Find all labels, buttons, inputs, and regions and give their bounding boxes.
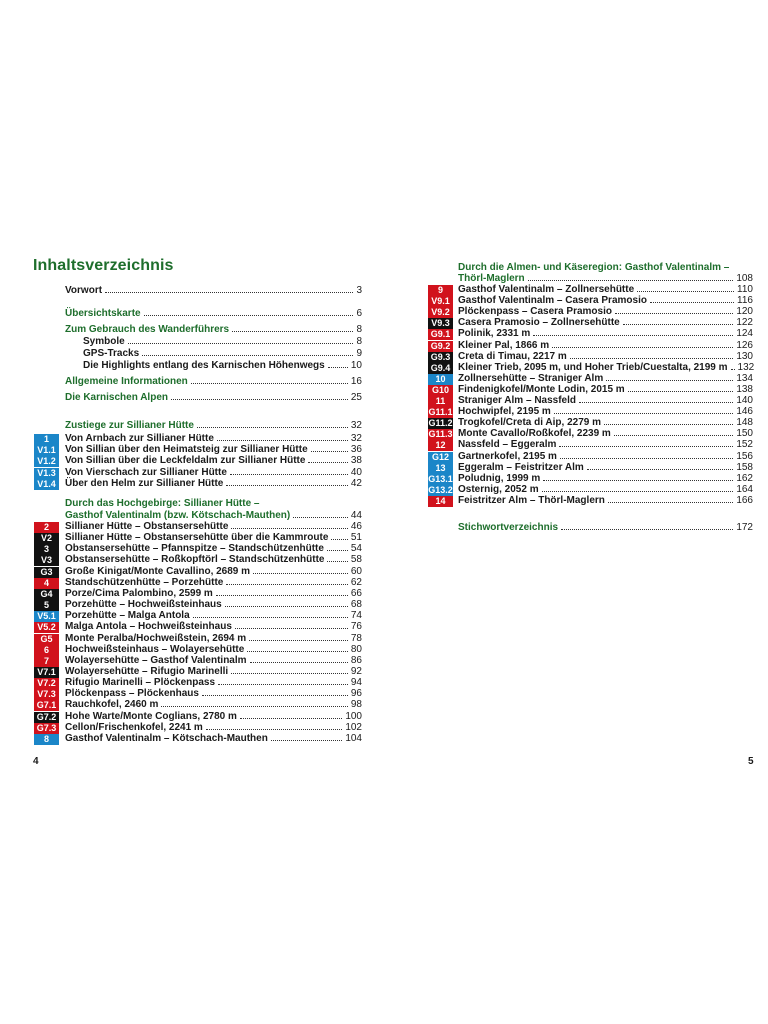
entry-page-number: 32 xyxy=(350,420,362,431)
route-badge: V1.4 xyxy=(34,479,59,490)
toc-entry xyxy=(65,308,362,320)
section-heading: Durch die Almen- und Käseregion: Gasthof Valentinalm – xyxy=(458,262,730,273)
entry-page-number: 126 xyxy=(736,339,753,351)
entry-page-number: 78 xyxy=(350,632,362,644)
entry-page-number: 76 xyxy=(350,621,362,633)
entry-page-number: 8 xyxy=(356,336,362,347)
toc-entry xyxy=(83,360,362,372)
entry-page-number: 54 xyxy=(350,543,362,555)
entry-page-number: 122 xyxy=(736,317,753,329)
route-badge: 7 xyxy=(34,656,59,667)
entry-page-number: 152 xyxy=(736,439,753,451)
dot-leader xyxy=(231,528,347,529)
route-badge: V1.3 xyxy=(34,468,59,479)
dot-leader xyxy=(731,369,735,370)
entry-page-number: 100 xyxy=(345,710,362,722)
entry-title: Die Karnischen Alpen xyxy=(65,392,168,403)
toc-entry xyxy=(65,733,362,745)
dot-leader xyxy=(171,399,348,400)
entry-title: Hochweißsteinhaus – Wolayersehütte xyxy=(65,643,245,655)
route-badge: 6 xyxy=(34,645,59,656)
route-badge: G9.1 xyxy=(428,329,453,340)
route-badge: 10 xyxy=(428,374,453,385)
toc-entry xyxy=(65,420,362,432)
dot-leader xyxy=(197,427,348,428)
entry-title: Feistritzer Alm – Thörl-Maglern xyxy=(458,494,605,506)
entry-title: Plöckenpass – Casera Pramosio xyxy=(458,306,612,318)
entry-page-number: 156 xyxy=(736,450,753,462)
entry-title: Hochwipfel, 2195 m xyxy=(458,406,551,418)
route-badge: G5 xyxy=(34,634,59,645)
toc-entry xyxy=(65,376,362,388)
dot-leader xyxy=(232,331,353,332)
entry-title: Kleiner Trieb, 2095 m, und Hoher Trieb/Cuestalta, 2199 m xyxy=(458,361,728,373)
dot-leader xyxy=(202,695,348,696)
dot-leader xyxy=(579,402,733,403)
route-badge: G11.3 xyxy=(428,429,453,440)
dot-leader xyxy=(218,684,348,685)
toc-entry xyxy=(65,444,362,456)
entry-title: Monte Peralba/Hochweißstein, 2694 m xyxy=(65,632,247,644)
route-badge: G3 xyxy=(34,567,59,578)
entry-page-number: 10 xyxy=(350,360,362,371)
entry-title: Wolayersehütte – Gasthof Valentinalm xyxy=(65,654,247,666)
entry-title: Symbole xyxy=(83,336,125,347)
entry-title: Stichwortverzeichnis xyxy=(458,522,559,533)
entry-title: Von Vierschach zur Sillianer Hütte xyxy=(65,466,227,478)
dot-leader xyxy=(231,673,348,674)
entry-page-number: 16 xyxy=(350,376,362,387)
entry-title: Eggeralm – Feistritzer Alm xyxy=(458,461,584,473)
entry-title: Große Kinigat/Monte Cavallino, 2689 m xyxy=(65,565,251,577)
dot-leader xyxy=(226,584,348,585)
entry-page-number: 74 xyxy=(350,610,362,622)
dot-leader xyxy=(331,539,347,540)
entry-title: Von Sillian über die Leckfeldalm zur Sillianer Hütte xyxy=(65,455,306,467)
dot-leader xyxy=(542,491,734,492)
entry-title: Poludnig, 1999 m xyxy=(458,472,541,484)
entry-page-number: 6 xyxy=(356,308,362,319)
dot-leader xyxy=(615,313,733,314)
entry-title: Sillianer Hütte – Obstansersehütte über die Kammroute xyxy=(65,532,329,544)
entry-page-number: 68 xyxy=(350,599,362,611)
entry-title: Sillianer Hütte – Obstansersehütte xyxy=(65,521,229,532)
toc-entry xyxy=(65,478,362,490)
dot-leader xyxy=(604,424,733,425)
entry-page-number: 51 xyxy=(350,532,362,544)
route-badge: G9.4 xyxy=(428,363,453,374)
entry-page-number: 36 xyxy=(350,444,362,456)
entry-page-number: 58 xyxy=(350,554,362,566)
entry-title: Standschützenhütte – Porzehütte xyxy=(65,576,224,588)
dot-leader xyxy=(614,435,733,436)
dot-leader xyxy=(142,355,353,356)
dot-leader xyxy=(606,380,733,381)
route-badge: V1.1 xyxy=(34,445,59,456)
entry-title: Vorwort xyxy=(65,285,103,296)
dot-leader xyxy=(225,606,348,607)
route-badge: 9 xyxy=(428,285,453,296)
entry-title: Gartnerkofel, 2195 m xyxy=(458,450,557,462)
entry-title: Obstansersehütte – Roßkopftörl – Standschützenhütte xyxy=(65,554,325,566)
entry-title: Porzehütte – Malga Antola xyxy=(65,610,190,622)
entry-page-number: 40 xyxy=(350,466,362,478)
entry-title: Porze/Cima Palombino, 2599 m xyxy=(65,587,213,599)
entry-title: Polinik, 2331 m xyxy=(458,328,531,340)
dot-leader xyxy=(271,740,343,741)
entry-page-number: 108 xyxy=(736,273,753,284)
entry-title: Plöckenpass – Plöckenhaus xyxy=(65,688,199,700)
dot-leader xyxy=(328,367,348,368)
entry-title: Gasthof Valentinalm – Casera Pramosio xyxy=(458,295,647,307)
entry-title: Kleiner Pal, 1866 m xyxy=(458,339,550,351)
entry-page-number: 3 xyxy=(356,285,362,296)
dot-leader xyxy=(226,485,348,486)
entry-page-number: 66 xyxy=(350,587,362,599)
entry-page-number: 172 xyxy=(736,522,753,533)
entry-page-number: 148 xyxy=(736,417,753,429)
route-badge: G13.2 xyxy=(428,484,453,495)
route-badge: V9.2 xyxy=(428,307,453,318)
entry-title: Obstansersehütte – Pfannspitze – Standschützenhütte xyxy=(65,543,324,555)
entry-page-number: 60 xyxy=(350,565,362,577)
entry-title: Monte Cavallo/Roßkofel, 2239 m xyxy=(458,428,611,440)
dot-leader xyxy=(327,550,348,551)
entry-page-number: 80 xyxy=(350,643,362,655)
page-number-right: 5 xyxy=(748,756,754,767)
route-badge: G7.2 xyxy=(34,712,59,723)
page-number-left: 4 xyxy=(33,756,39,767)
entry-page-number: 138 xyxy=(736,383,753,395)
entry-title: Übersichtskarte xyxy=(65,308,141,319)
entry-page-number: 166 xyxy=(736,494,753,506)
entry-title: Von Sillian über den Heimatsteig zur Sillianer Hütte xyxy=(65,444,308,456)
entry-title: Malga Antola – Hochweißsteinhaus xyxy=(65,621,232,633)
dot-leader xyxy=(587,469,734,470)
entry-page-number: 146 xyxy=(736,406,753,418)
entry-title: Porzehütte – Hochweißsteinhaus xyxy=(65,599,222,611)
entry-title: Findenigkofel/Monte Lodin, 2015 m xyxy=(458,383,625,395)
route-badge: V5.2 xyxy=(34,622,59,633)
route-badge: 3 xyxy=(34,544,59,555)
section-heading: Durch das Hochgebirge: Sillianer Hütte – xyxy=(65,498,260,509)
entry-page-number: 140 xyxy=(736,395,753,406)
route-badge: 1 xyxy=(34,434,59,445)
dot-leader xyxy=(105,292,353,293)
toc-entry-index xyxy=(458,522,753,534)
entry-page-number: 120 xyxy=(736,306,753,318)
route-badge: V7.2 xyxy=(34,678,59,689)
dot-leader xyxy=(650,302,734,303)
entry-page-number: 150 xyxy=(736,428,753,440)
toc-entry xyxy=(65,433,362,445)
entry-title: Casera Pramosio – Zollnersehütte xyxy=(458,317,620,329)
dot-leader xyxy=(144,315,354,316)
dot-leader xyxy=(249,640,348,641)
entry-title: Rauchkofel, 2460 m xyxy=(65,699,159,711)
route-badge: G13.1 xyxy=(428,473,453,484)
toc-entry xyxy=(65,324,362,336)
entry-page-number: 86 xyxy=(350,654,362,666)
entry-title: Wolayersehütte – Rifugio Marinelli xyxy=(65,665,229,677)
entry-title: Creta di Timau, 2217 m xyxy=(458,350,567,362)
route-badge: G11.1 xyxy=(428,407,453,418)
entry-title: Zustiege zur Sillianer Hütte xyxy=(65,420,194,431)
toc-entry xyxy=(65,455,362,467)
entry-page-number: 96 xyxy=(350,688,362,700)
route-badge: V2 xyxy=(34,533,59,544)
entry-page-number: 32 xyxy=(350,433,362,444)
route-badge: 2 xyxy=(34,522,59,533)
route-badge: V5.1 xyxy=(34,611,59,622)
dot-leader xyxy=(217,440,348,441)
entry-page-number: 62 xyxy=(350,576,362,588)
route-badge: V9.1 xyxy=(428,296,453,307)
toc-entry xyxy=(83,336,362,348)
entry-page-number: 94 xyxy=(350,677,362,689)
entry-title: Nassfeld – Eggeralm xyxy=(458,439,557,451)
dot-leader xyxy=(543,480,733,481)
dot-leader xyxy=(554,413,734,414)
dot-leader xyxy=(560,458,733,459)
dot-leader xyxy=(206,729,342,730)
entry-title: Thörl-Maglern xyxy=(458,273,525,284)
route-badge: G11.2 xyxy=(428,418,453,429)
entry-page-number: 124 xyxy=(736,328,753,340)
entry-page-number: 92 xyxy=(350,665,362,677)
dot-leader xyxy=(608,502,733,503)
entry-page-number: 102 xyxy=(345,721,362,733)
entry-page-number: 46 xyxy=(350,521,362,532)
route-badge: V3 xyxy=(34,555,59,566)
dot-leader xyxy=(623,324,734,325)
entry-title: Cellon/Frischenkofel, 2241 m xyxy=(65,721,203,733)
entry-title: Osternig, 2052 m xyxy=(458,483,539,495)
toc-entry xyxy=(458,495,753,507)
toc-title: Inhaltsverzeichnis xyxy=(33,257,174,274)
dot-leader xyxy=(628,391,734,392)
dot-leader xyxy=(230,474,348,475)
route-badge: G7.1 xyxy=(34,700,59,711)
entry-title: Rifugio Marinelli – Plöckenpass xyxy=(65,677,216,689)
route-badge: 14 xyxy=(428,496,453,507)
entry-page-number: 42 xyxy=(350,477,362,489)
route-badge: V1.2 xyxy=(34,456,59,467)
route-badge: V7.1 xyxy=(34,667,59,678)
dot-leader xyxy=(161,706,348,707)
entry-page-number: 110 xyxy=(737,284,753,295)
dot-leader xyxy=(250,662,348,663)
toc-entry xyxy=(65,467,362,479)
route-badge: G7.3 xyxy=(34,723,59,734)
entry-title: Gasthof Valentinalm – Zollnersehütte xyxy=(458,284,635,295)
route-badge: 5 xyxy=(34,600,59,611)
entry-page-number: 25 xyxy=(350,392,362,403)
route-badge: G12 xyxy=(428,452,453,463)
dot-leader xyxy=(240,718,342,719)
route-badge: V9.3 xyxy=(428,318,453,329)
entry-title: Allgemeine Informationen xyxy=(65,376,188,387)
dot-leader xyxy=(561,529,733,530)
entry-title: GPS-Tracks xyxy=(83,348,140,359)
entry-title: Die Highlights entlang des Karnischen Höhenwegs xyxy=(83,360,325,371)
toc-entry xyxy=(65,392,362,404)
dot-leader xyxy=(235,628,348,629)
dot-leader xyxy=(559,446,733,447)
entry-page-number: 9 xyxy=(356,348,362,359)
dot-leader xyxy=(253,573,348,574)
route-badge: G4 xyxy=(34,589,59,600)
entry-page-number: 104 xyxy=(345,732,362,744)
entry-page-number: 130 xyxy=(736,350,753,362)
entry-page-number: 132 xyxy=(737,361,755,373)
dot-leader xyxy=(311,451,348,452)
route-badge: 8 xyxy=(34,734,59,745)
route-badge: 11 xyxy=(428,396,453,407)
entry-page-number: 8 xyxy=(356,324,362,335)
route-badge: G9.3 xyxy=(428,352,453,363)
dot-leader xyxy=(128,343,354,344)
toc-entry xyxy=(65,285,362,297)
entry-title: Über den Helm zur Sillianer Hütte xyxy=(65,477,224,489)
dot-leader xyxy=(533,335,733,336)
toc-entry xyxy=(83,348,362,360)
entry-title: Hohe Warte/Monte Coglians, 2780 m xyxy=(65,710,237,722)
route-badge: G10 xyxy=(428,385,453,396)
dot-leader xyxy=(293,517,348,518)
entry-title: Zollnersehütte – Straniger Alm xyxy=(458,372,604,384)
dot-leader xyxy=(308,462,347,463)
route-badge: 13 xyxy=(428,463,453,474)
entry-title: Straniger Alm – Nassfeld xyxy=(458,395,577,406)
entry-page-number: 44 xyxy=(350,510,362,521)
entry-page-number: 158 xyxy=(736,461,753,473)
dot-leader xyxy=(552,347,733,348)
entry-page-number: 98 xyxy=(350,699,362,711)
entry-page-number: 164 xyxy=(736,483,753,495)
entry-page-number: 38 xyxy=(350,455,362,467)
entry-title: Trogkofel/Creta di Aip, 2279 m xyxy=(458,417,602,429)
dot-leader xyxy=(528,280,734,281)
entry-title: Gasthof Valentinalm – Kötschach-Mauthen xyxy=(65,732,268,744)
route-badge: G9.2 xyxy=(428,341,453,352)
dot-leader xyxy=(247,651,348,652)
route-badge: V7.3 xyxy=(34,689,59,700)
dot-leader xyxy=(216,595,348,596)
entry-page-number: 116 xyxy=(737,295,753,307)
dot-leader xyxy=(193,617,348,618)
route-badge: 4 xyxy=(34,578,59,589)
route-badge: 12 xyxy=(428,440,453,451)
entry-page-number: 134 xyxy=(736,372,753,384)
entry-title: Von Arnbach zur Sillianer Hütte xyxy=(65,433,214,444)
dot-leader xyxy=(327,561,347,562)
dot-leader xyxy=(191,383,348,384)
entry-page-number: 162 xyxy=(736,472,753,484)
entry-title: Gasthof Valentinalm (bzw. Kötschach-Mauthen) xyxy=(65,510,291,521)
dot-leader xyxy=(570,358,734,359)
dot-leader xyxy=(637,291,734,292)
entry-title: Zum Gebrauch des Wanderführers xyxy=(65,324,230,335)
